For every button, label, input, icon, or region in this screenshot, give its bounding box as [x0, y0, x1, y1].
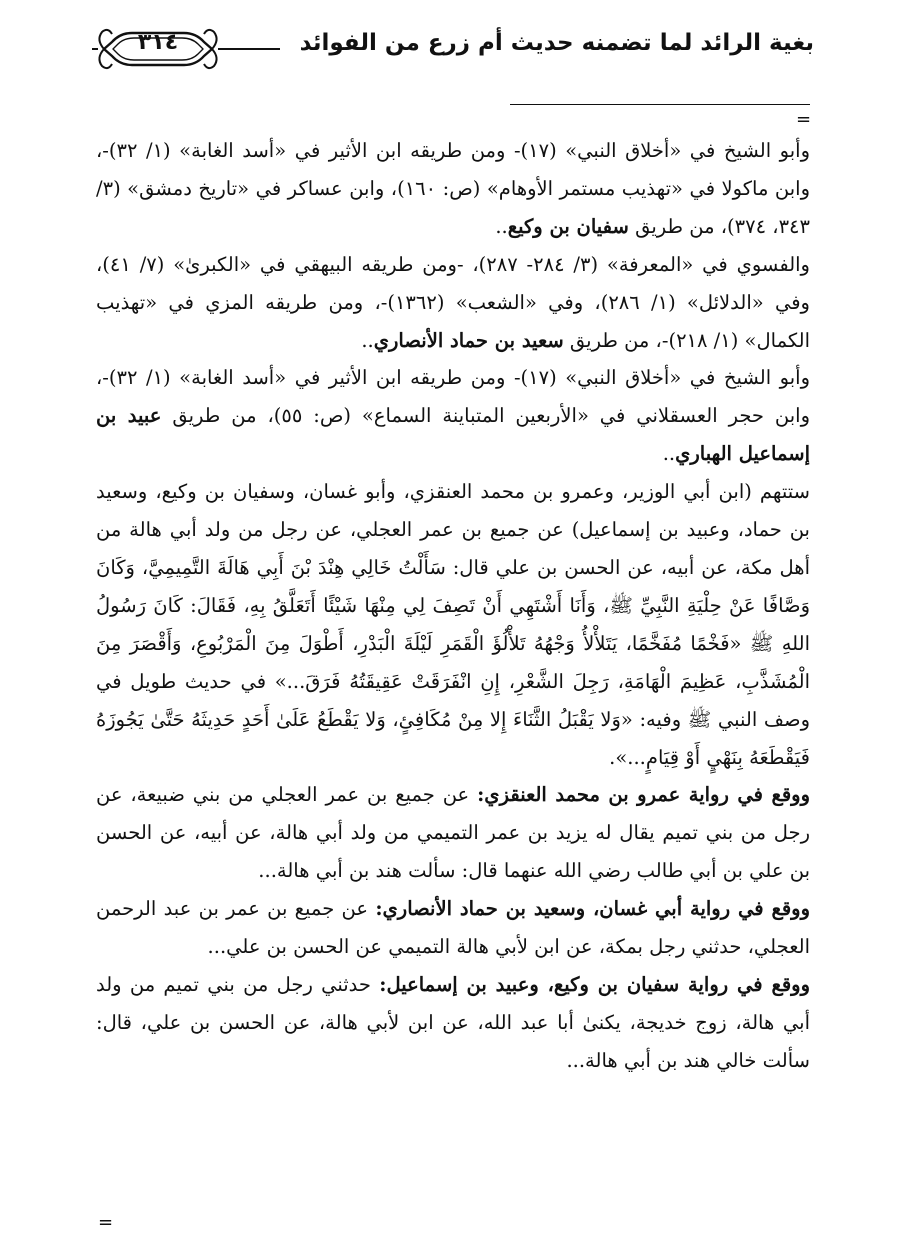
paragraph-4: [96, 473, 810, 776]
paragraph-3: [96, 359, 810, 473]
paragraph-2: [96, 246, 810, 360]
paragraph-1: [96, 132, 810, 246]
page-number-ornament: [92, 18, 224, 80]
narration-heading: ووقع في رواية سفيان بن وكيع، وعبيد بن إسماعيل:: [379, 972, 810, 996]
paragraph-6: [96, 890, 810, 966]
narration-heading: ووقع في رواية عمرو بن محمد العنقزي:: [477, 783, 810, 807]
paragraph-text: وأبو الشيخ في «أخلاق النبي» (١٧)- ومن طريقه ابن الأثير في «أسد الغابة» (١/ ٣٢)-، وابن حجر العسقلاني في «الأربعين المتباينة السماع» (ص: ٥٥)، من طريق: [96, 366, 810, 428]
paragraph-7: [96, 966, 810, 1080]
paragraph-text: ..: [495, 214, 508, 238]
header-rule: [224, 48, 280, 50]
paragraph-text: حدثني رجل من بني تميم من ولد أبي هالة، زوج خديجة، يكنىٰ أبا عبد الله، عن ابن لأبي هالة، عن الحسن بن علي، قال: سألت خالي هند بن أبي هالة...: [96, 972, 810, 1072]
continuation-mark-bottom: =: [98, 1212, 114, 1233]
paragraph-text: وأبو الشيخ في «أخلاق النبي» (١٧)- ومن طريقه ابن الأثير في «أسد الغابة» (١/ ٣٢)-، وابن ماكولا في «تهذيب مستمر الأوهام» (ص: ١٦٠)، وابن عساكر في «تاريخ دمشق» (٣/ ٣٤٣، ٣٧٤)، من طريق: [96, 139, 810, 238]
narrator-name: عبيد بن إسماعيل الهباري: [96, 404, 810, 466]
paragraph-text: ستتهم (ابن أبي الوزير، وعمرو بن محمد العنقزي، وأبو غسان، وسفيان بن وكيع، وسعيد بن حماد، وعبيد بن إسماعيل) عن جميع بن عمر العجلي، عن رجل من ولد أبي هالة من أهل مكة، عن أبيه، عن الحسن بن علي قال: سَأَلْتُ خَالِي هِنْدَ بْنَ أَبِي هَالَةَ التَّمِيمِيَّ، وَكَانَ وَصَّافًا عَنْ حِلْيَةِ النَّبِيِّ ﷺ، وَأَنَا أَشْتَهِي أَنْ تَصِفَ لِي مِنْهَا شَيْئًا أَتَعَلَّقُ بِهِ، فَقَالَ: كَانَ رَسُولُ اللهِ ﷺ «فَخْمًا مُفَخَّمًا، يَتَلأْلأُ وَجْهُهُ تَلأْلُؤَ الْقَمَرِ لَيْلَةَ الْبَدْرِ، أَطْوَلَ مِنَ الْمَرْبُوعِ، وَأَقْصَرَ مِنَ الْمُشَذَّبِ، عَظِيمَ الْهَامَةِ، رَجِلَ الشَّعْرِ، إِنِ انْفَرَقَتْ عَقِيقَتُهُ فَرَقَ...» في حديث طويل في وصف النبي ﷺ وفيه: «وَلا يَقْبَلُ الثَّنَاءَ إِلا مِنْ مُكَافِئٍ، وَلا يَقْطَعُ عَلَىٰ أَحَدٍ حَدِيثَهُ حَتَّىٰ يَجُوزَهُ فَيَقْطَعَهُ بِنَهْيٍ أَوْ قِيَامٍ...».: [96, 480, 810, 769]
footnote-rule: [510, 104, 810, 105]
continuation-mark-top: =: [796, 109, 812, 130]
paragraph-text: عن جميع بن عمر العجلي من بني ضبيعة، عن رجل من بني تميم يقال له يزيد بن عمر التميمي من ولد أبي هالة، عن أبيه، عن الحسن بن علي بن أبي طالب رضي الله عنهما قال: سألت هند بن أبي هالة...: [96, 783, 810, 883]
paragraph-5: [96, 776, 810, 890]
running-title: بغية الرائد لما تضمنه حديث أم زرع من الفوائد: [299, 30, 814, 56]
paragraph-text: عن جميع بن عمر بن عبد الرحمن العجلي، حدثني رجل بمكة، عن ابن لأبي هالة التميمي عن الحسن بن علي...: [96, 897, 810, 959]
footnote-body: [96, 132, 810, 1080]
paragraph-text: ..: [662, 442, 676, 466]
narrator-name: سعيد بن حماد الأنصاري: [373, 328, 564, 352]
narration-heading: ووقع في رواية أبي غسان، وسعيد بن حماد الأنصاري:: [375, 897, 810, 921]
paragraph-text: والفسوي في «المعرفة» (٣/ ٢٨٤- ٢٨٧)، -ومن طريقه البيهقي في «الكبرىٰ» (٧/ ٤١)، وفي «الدلائل» (١/ ٢٨٦)، وفي «الشعب» (١٣٦٢)-، ومن طريقه المزي في «تهذيب الكمال» (١/ ٢١٨)-، من طريق: [96, 252, 810, 352]
paragraph-text: ..: [361, 328, 374, 352]
running-header: [92, 18, 814, 80]
narrator-name: سفيان بن وكيع: [507, 214, 629, 238]
page-number: ٣١٤: [137, 30, 179, 55]
